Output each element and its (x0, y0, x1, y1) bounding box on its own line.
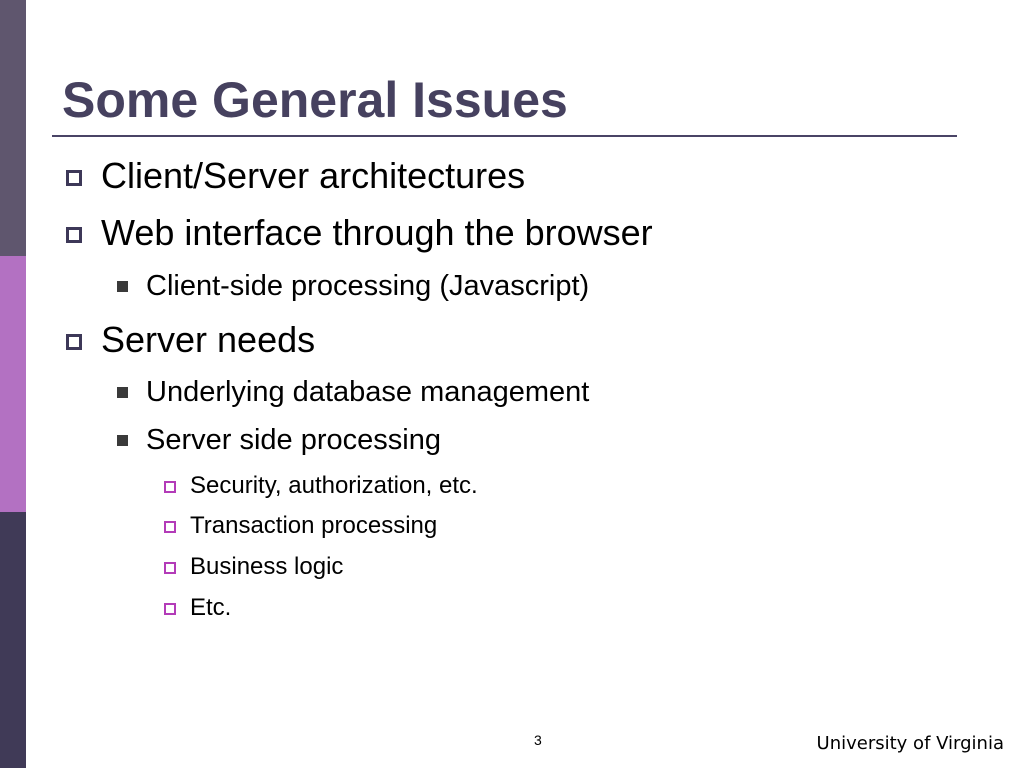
hollow-square-bullet-icon (164, 562, 176, 574)
hollow-square-bullet-icon (164, 481, 176, 493)
bullet-level3: Etc. (190, 594, 232, 621)
bullet-level1: Web interface through the browser (101, 212, 653, 253)
hollow-square-bullet-icon (164, 603, 176, 615)
title-underline (52, 135, 957, 137)
hollow-square-bullet-icon (66, 334, 82, 350)
hollow-square-bullet-icon (164, 521, 176, 533)
bullet-level1: Client/Server architectures (101, 155, 526, 196)
filled-square-bullet-icon (117, 387, 128, 398)
slide-title: Some General Issues (62, 72, 568, 128)
bullet-level1: Server needs (101, 319, 316, 360)
bullet-level2: Server side processing (146, 424, 441, 456)
hollow-square-bullet-icon (66, 170, 82, 186)
filled-square-bullet-icon (117, 281, 128, 292)
side-bar-segment-top (0, 0, 26, 256)
side-bar-segment-middle (0, 256, 26, 512)
hollow-square-bullet-icon (66, 227, 82, 243)
bullet-level2: Underlying database management (146, 376, 590, 408)
side-accent-bar (0, 0, 26, 768)
bullet-level3: Transaction processing (190, 512, 438, 539)
filled-square-bullet-icon (117, 435, 128, 446)
footer-institution: University of Virginia (816, 733, 1004, 754)
side-bar-segment-bottom (0, 512, 26, 768)
bullet-level2: Client-side processing (Javascript) (146, 270, 590, 302)
bullet-level3: Business logic (190, 553, 344, 580)
page-number: 3 (534, 732, 542, 748)
bullet-level3: Security, authorization, etc. (190, 472, 478, 499)
